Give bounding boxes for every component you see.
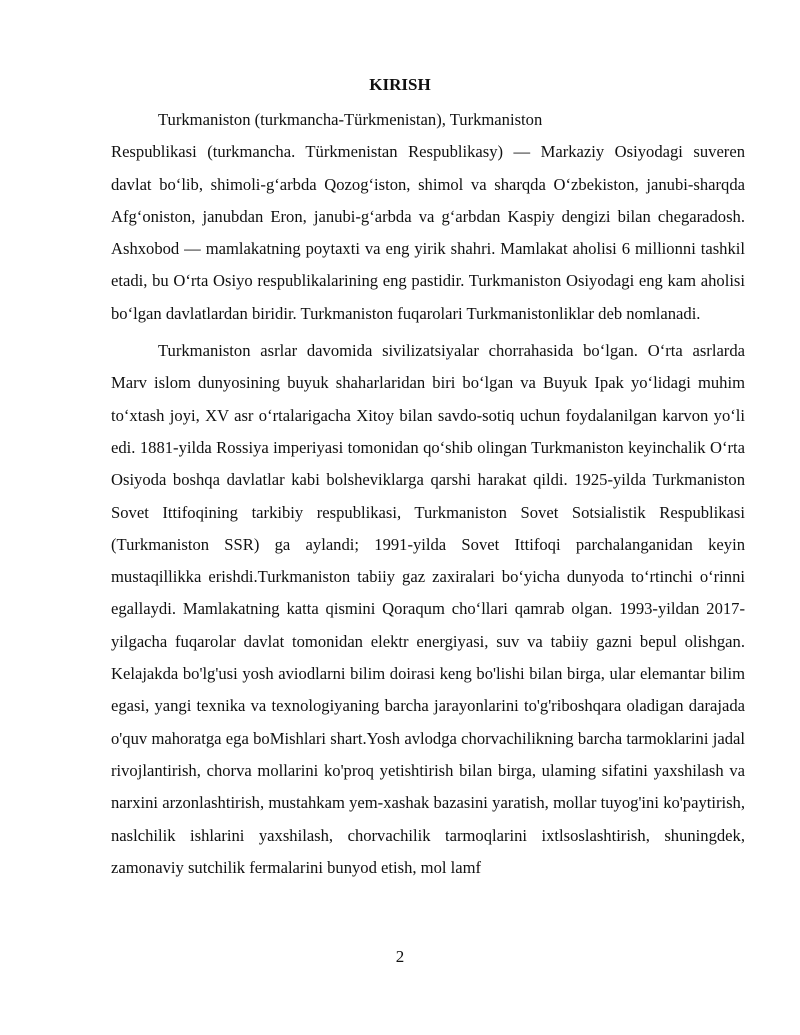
page-title: KIRISH [369,75,431,94]
paragraph-history: Turkmaniston asrlar davomida sivilizatsiyalar chorrahasida boʻlgan. Oʻrta asrlarda Marv islom dunyosining buyuk shaharlaridan biri boʻlgan va Buyuk Ipak yoʻlidagi muhim toʻxtash joyi, XV asr oʻrtalarigacha Xitoy bilan savdo-sotiq uchun foydalanilgan karvon yoʻli edi. 1881-yilda Rossiya imperiyasi tomonidan qoʻshib olingan Turkmaniston keyinchalik Oʻrta Osiyoda boshqa davlatlar kabi bolsheviklarga qarshi harakat qildi. 1925-yilda Turkmaniston Sovet Ittifoqining tarkibiy respublikasi, Turkmaniston Sovet Sotsialistik Respublikasi (Turkmaniston SSR) ga aylandi; 1991-yilda Sovet Ittifoqi parchalanganidan keyin mustaqillikka erishdi.Turkmaniston tabiiy gaz zaxiralari boʻyicha dunyoda toʻrtinchi oʻrinni egallaydi. Mamlakatning katta qismini Qoraqum choʻllari qamrab olgan. 1993-yildan 2017-yilgacha fuqarolar davlat tomonidan elektr energiyasi, suv va tabiiy gazni bepul olishgan. Kelajakda bo'lg'usi yosh aviodlarni bilim doirasi keng bo'lishi bilan birga, ular elemantar bilim egasi, yangi texnika va texnologiyaning barcha jarayonlarini to'g'riboshqara oladigan darajada o'quv mahoratga ega boMishlari shart.Yosh avlodga chorvachilikning barcha tarmoklarini jadal rivojlantirish, chorva mollarini ko'proq yetishtirish bilan birga, ulaming sifatini yaxshilash va narxini arzonlashtirish, mustahkam yem-xashak bazasini yaratish, mollar tuyog'ini ko'paytirish, naslchilik ishlarini yaxshilash, chorvachilik tarmoqlarini ixtlsoslashtirish, shuningdek, zamonaviy sutchilik fermalarini bunyod etish, mol lamf [111,341,745,877]
page-number: 2 [395,947,405,966]
paragraph-intro: Respublikasi (turkmancha. Türkmenistan Respublikasy) — Markaziy Osiyodagi suveren davlat boʻlib, shimoli-gʻarbda Qozogʻiston, shimol va sharqda Oʻzbekiston, janubi-sharqda Afgʻoniston, janubdan Eron, janubi-gʻarbda va gʻarbdan Kaspiy dengizi bilan chegaradosh. Ashxobod — mamlakatning poytaxti va eng yirik shahri. Mamlakat aholisi 6 millionni tashkil etadi, bu Oʻrta Osiyo respublikalarining eng pastidir. Turkmaniston Osiyodagi eng kam aholisi boʻlgan davlatlardan biridir. Turkmaniston fuqarolari Turkmanistonliklar deb nomlanadi. [111,142,745,323]
document-body [111,104,745,884]
paragraph-intro-first-line: Turkmaniston (turkmancha-Türkmenistan), Turkmaniston [158,110,543,129]
